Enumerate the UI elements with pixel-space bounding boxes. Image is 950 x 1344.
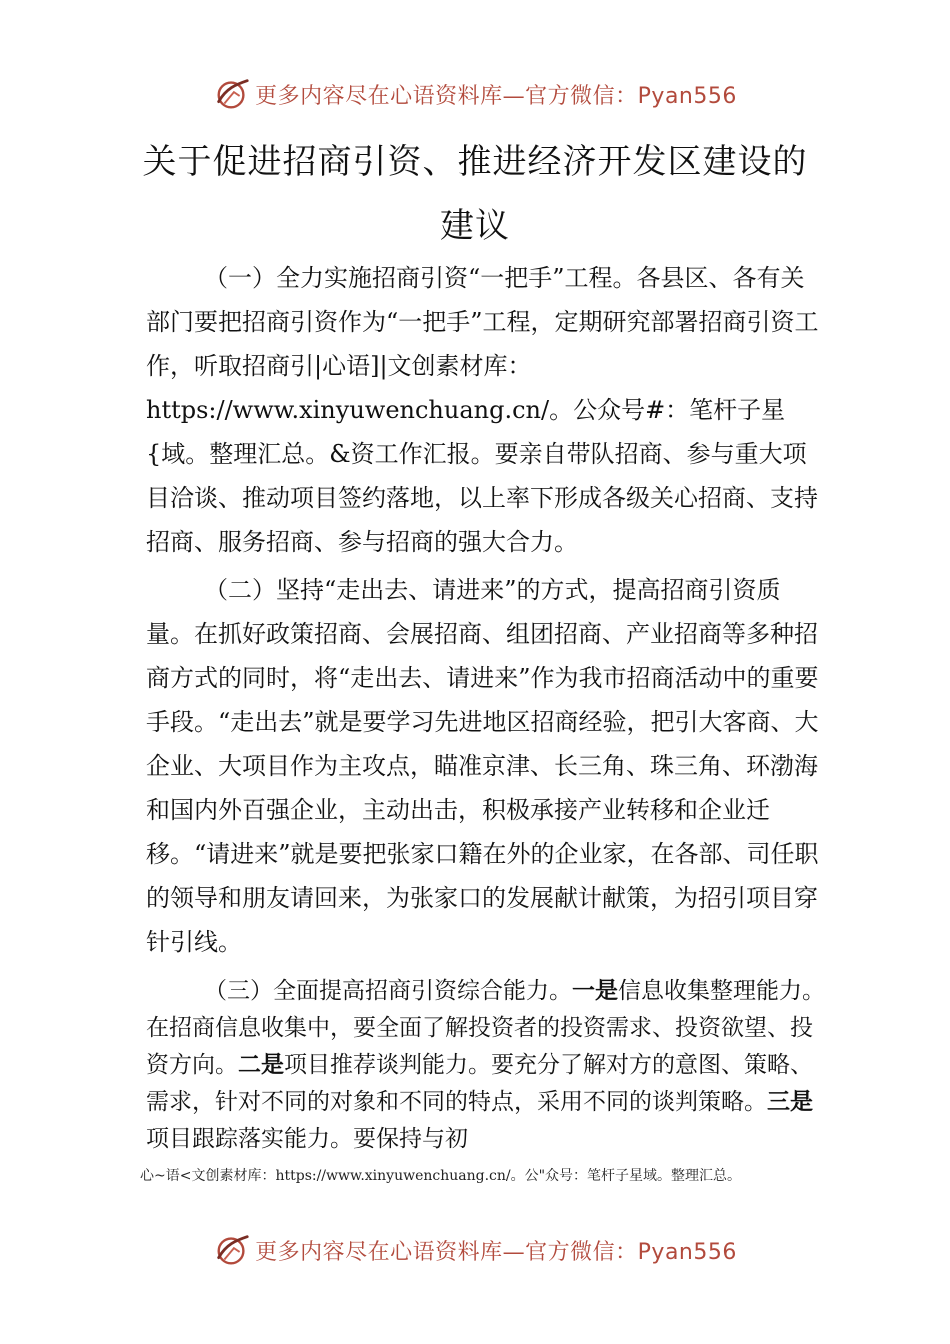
paragraph-3	[146, 973, 826, 1158]
p3-second-marker: 二是	[238, 1052, 284, 1078]
banner-text: 更多内容尽在心语资料库—官方微信：Pyan556	[255, 83, 737, 109]
p3-third-marker: 三是	[767, 1089, 813, 1115]
p3-first-marker: 一是	[572, 978, 618, 1004]
brush-seal-logo-icon	[213, 1231, 251, 1269]
banner-text: 更多内容尽在心语资料库—官方微信：Pyan556	[255, 1239, 737, 1265]
document-title-line-2: 建议	[440, 206, 510, 246]
p3-first-item: 信息收集整理能力。在招商信息收集中，要全面了解投资者的投资需求、投资欲望、投资方向。	[146, 978, 825, 1078]
header-banner	[0, 72, 950, 116]
footer-banner	[0, 1228, 950, 1272]
p3-second-item: 项目推荐谈判能力。要充分了解对方的意图、策略、需求，针对不同的对象和不同的特点，采用不同的谈判策略。	[146, 1052, 813, 1115]
document-title-line-1: 关于促进招商引资、推进经济开发区建设的	[142, 142, 808, 182]
brush-seal-logo-icon	[213, 75, 251, 113]
wechat-id: Pyan556	[637, 1239, 737, 1265]
paragraph-2: （二）坚持“走出去、请进来”的方式，提高招商引资质量。在抓好政策招商、会展招商、组团招商、产业招商等多种招商方式的同时，将“走出去、请进来”作为我市招商活动中的重要手段。“走出去”就是要学习先进地区招商经验，把引大客商、大企业、大项目作为主攻点，瞄准京津、长三角、珠三角、环渤海和国内外百强企业，主动出击，积极承接产业转移和企业迁移。“请进来”就是要把张家口籍在外的企业家，在各部、司任职的领导和朋友请回来，为张家口的发展献计献策，为招引项目穿针引线。	[146, 576, 819, 956]
p3-intro: （三）全面提高招商引资综合能力。	[204, 978, 572, 1004]
paragraph-1: （一）全力实施招商引资“一把手”工程。各县区、各有关部门要把招商引资作为“一把手”工程，定期研究部署招商引资工作，听取招商引|心语]|文创素材库：https://www.xinyuwenchuang.cn/。公众号#：笔杆子星{域。整理汇总。&资工作汇报。要亲自带队招商、参与重大项目洽谈、推动项目签约落地，以上率下形成各级关心招商、支持招商、服务招商、参与招商的强大合力。	[146, 264, 819, 556]
wechat-id: Pyan556	[637, 83, 737, 109]
p3-third-item: 项目跟踪落实能力。要保持与初	[146, 1126, 468, 1152]
footnote: 心~语<文创素材库：https://www.xinyuwenchuang.cn/。公"众号：笔杆子星域。整理汇总。	[140, 1168, 742, 1184]
